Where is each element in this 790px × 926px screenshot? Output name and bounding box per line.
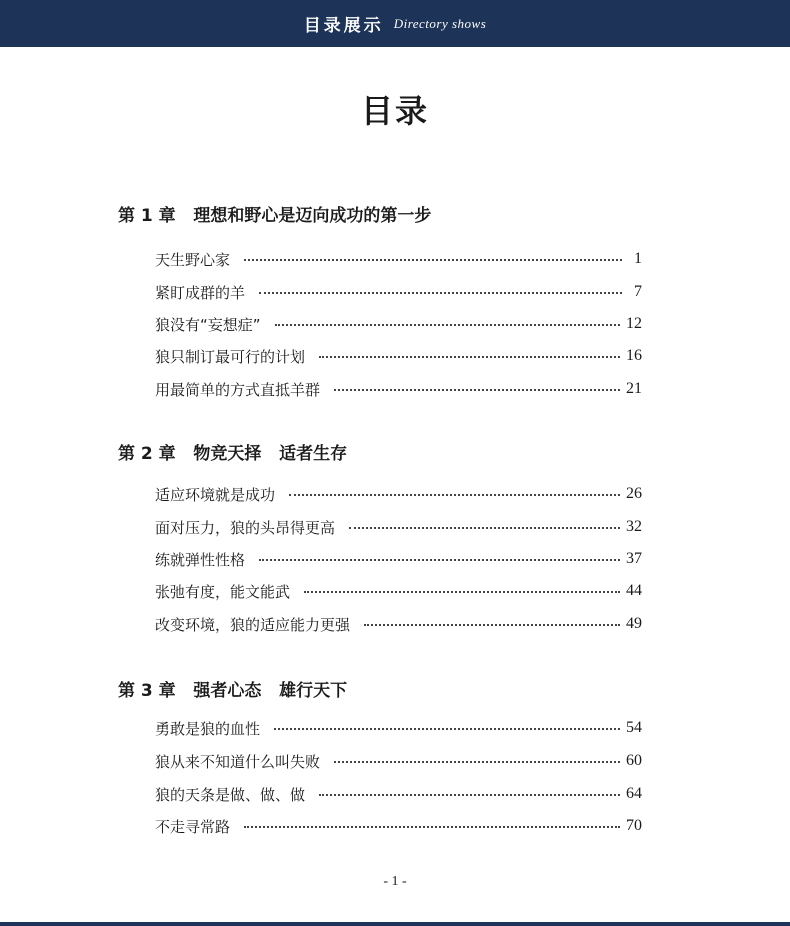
- toc-entry-title: 用最简单的方式直抵羊群: [155, 380, 321, 399]
- banner-title-zh: 目录展示: [303, 16, 384, 36]
- page-title: 目录: [360, 92, 429, 130]
- chapter-2-heading: 第 2 章 物竞天择 适者生存: [118, 444, 348, 464]
- chapter-3-heading: 第 3 章 强者心态 雄行天下: [118, 681, 348, 701]
- toc-entry-title: 张弛有度，能文能武: [155, 582, 291, 601]
- dot-leader: [319, 794, 620, 796]
- toc-entry-page: 44: [626, 582, 642, 599]
- dot-leader: [319, 356, 620, 358]
- toc-entry-page: 12: [626, 315, 642, 332]
- toc-entry[interactable]: [155, 813, 642, 839]
- toc-entry-title: 天生野心家: [155, 250, 231, 269]
- toc-entry-title: 适应环境就是成功: [155, 485, 276, 504]
- dot-leader: [244, 826, 620, 828]
- toc-entry-page: 60: [626, 752, 642, 769]
- dot-leader: [334, 389, 620, 391]
- toc-entry-title: 狼只制订最可行的计划: [155, 347, 306, 366]
- toc-entry-page: 49: [626, 615, 642, 632]
- bottom-rule: [0, 922, 790, 926]
- toc-entry-page: 16: [626, 347, 642, 364]
- dot-leader: [304, 591, 620, 593]
- header-banner: [0, 0, 790, 47]
- toc-entry[interactable]: [155, 781, 642, 807]
- toc-entry-title: 狼的天条是做、做、做: [155, 785, 306, 804]
- dot-leader: [289, 494, 620, 496]
- toc-entry-title: 勇敢是狼的血性: [155, 719, 261, 738]
- banner-title-en: Directory shows: [393, 15, 487, 31]
- toc-entry-title: 练就弹性性格: [155, 550, 246, 569]
- dot-leader: [275, 324, 620, 326]
- toc-entry-page: 70: [626, 817, 642, 834]
- toc-entry[interactable]: [155, 481, 642, 507]
- toc-entry[interactable]: [155, 578, 642, 604]
- toc-entry-page: 7: [634, 283, 642, 300]
- toc-entry[interactable]: [155, 279, 642, 305]
- toc-entry-page: 32: [626, 518, 642, 535]
- dot-leader: [259, 559, 620, 561]
- toc-entry-page: 54: [626, 719, 642, 736]
- dot-leader: [334, 761, 620, 763]
- toc-entry-page: 26: [626, 485, 642, 502]
- toc-entry[interactable]: [155, 514, 642, 540]
- toc-entry-title: 紧盯成群的羊: [155, 283, 246, 302]
- toc-entry[interactable]: [155, 748, 642, 774]
- toc-entry[interactable]: [155, 715, 642, 741]
- toc-entry-page: 64: [626, 785, 642, 802]
- toc-entry-page: 37: [626, 550, 642, 567]
- toc-entry-title: 狼没有“妄想症”: [155, 315, 261, 334]
- toc-entry-title: 改变环境，狼的适应能力更强: [155, 615, 351, 634]
- dot-leader: [259, 292, 622, 294]
- toc-entry[interactable]: [155, 546, 642, 572]
- toc-entry[interactable]: [155, 376, 642, 402]
- toc-entry[interactable]: [155, 311, 642, 337]
- dot-leader: [244, 259, 622, 261]
- dot-leader: [364, 624, 620, 626]
- toc-entry-title: 不走寻常路: [155, 817, 231, 836]
- toc-entry-title: 狼从来不知道什么叫失败: [155, 752, 321, 771]
- toc-entry[interactable]: [155, 611, 642, 637]
- dot-leader: [349, 527, 620, 529]
- toc-entry-page: 1: [634, 250, 642, 267]
- chapter-1-heading: 第 1 章 理想和野心是迈向成功的第一步: [118, 206, 432, 226]
- toc-entry[interactable]: [155, 343, 642, 369]
- toc-entry[interactable]: [155, 246, 642, 272]
- footer-page-number: - 1 -: [383, 874, 407, 889]
- dot-leader: [274, 728, 620, 730]
- toc-entry-page: 21: [626, 380, 642, 397]
- toc-entry-title: 面对压力，狼的头昂得更高: [155, 518, 336, 537]
